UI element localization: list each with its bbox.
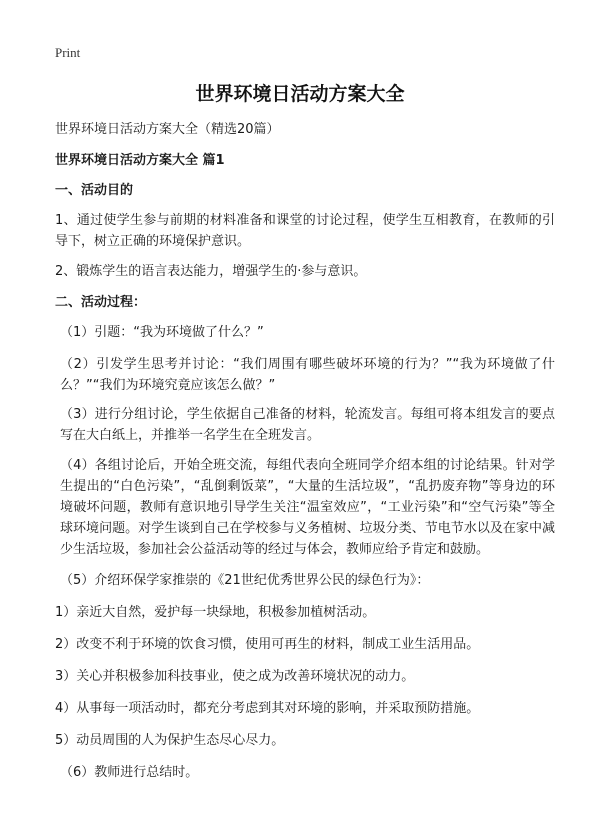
page-title: 世界环境日活动方案大全 [195,83,405,105]
process-step: （3）进行分组讨论，学生依据自己准备的材料，轮流发言。每组可将本组发言的要点写在大白纸上，并推举一名学生在全班发言。 [60,407,555,443]
chapter-heading: 世界环境日活动方案大全 篇1 [55,153,225,168]
section2-heading: 二、活动过程： [55,295,147,310]
section1-item: 1、通过使学生参与前期的材料准备和课堂的讨论过程，使学生互相教育，在教师的引导下，树立正确的环境保护意识。 [55,213,555,249]
print-link[interactable]: Print [55,45,81,60]
green-behavior-item: 2）改变不利于环境的饮食习惯，使用可再生的材料，制成工业生活用品。 [55,637,480,652]
section1-heading: 一、活动目的 [55,183,134,198]
green-behavior-item: 5）动员周围的人为保护生态尽心尽力。 [55,733,285,748]
process-step: （5）介绍环保学家推崇的《21世纪优秀世界公民的绿色行为》： [60,573,430,588]
green-behavior-item: 1）亲近大自然，爱护每一块绿地，积极参加植树活动。 [55,605,376,620]
process-step: （2）引发学生思考并讨论：“我们周围有哪些破坏环境的行为？”“我为环境做了什么？”“我们为环境究竟应该怎么做？” [60,357,555,393]
process-step: （4）各组讨论后，开始全班交流，每组代表向全班同学介绍本组的讨论结果。针对学生提出的“白色污染”，“乱倒剩饭菜”，“大量的生活垃圾”，“乱扔废弃物”等身边的环境破坏问题，教师有意识地引导学生关注“温室效应”，“工业污染”和“空气污染”等全球环境问题。对学生谈到自己在学校参与义务植树、垃圾分类、节电节水以及在家中减少生活垃圾，参加社会公益活动等的经过与体会，教师应给予肯定和鼓励。 [60,458,555,557]
process-step: （1）引题：“我为环境做了什么？” [60,325,264,340]
green-behavior-item: 3）关心并积极参加科技事业，使之成为改善环境状况的动力。 [55,669,415,684]
green-behavior-item: 4）从事每一项活动时，都充分考虑到其对环境的影响，并采取预防措施。 [55,701,480,716]
section1-item: 2、锻炼学生的语言表达能力，增强学生的·参与意识。 [55,264,367,279]
document-subtitle: 世界环境日活动方案大全（精选20篇） [55,122,280,137]
process-step: （6）教师进行总结时。 [60,765,199,780]
